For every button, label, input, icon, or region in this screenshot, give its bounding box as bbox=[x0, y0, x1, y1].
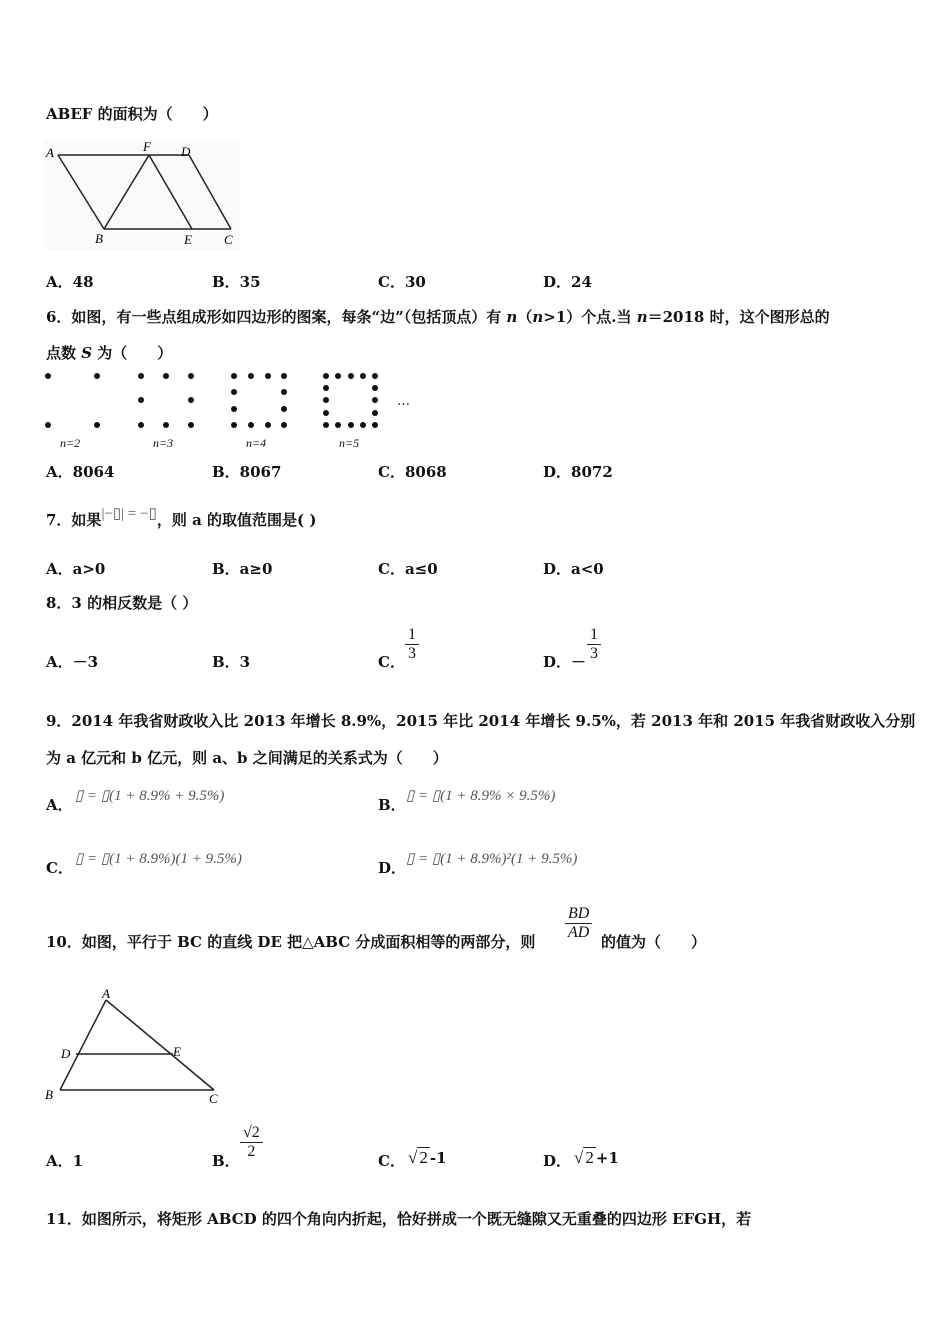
q9-stem-line2: 为 a 亿元和 b 亿元，则 a、b 之间满足的关系式为（ ） bbox=[46, 749, 448, 767]
q7-option-c: C．a≤0 bbox=[378, 560, 438, 578]
q5-label-d: D bbox=[181, 144, 191, 159]
q10-stem-a: 10．如图，平行于 BC 的直线 DE 把△ABC 分成面积相等的两部分，则 bbox=[46, 933, 536, 951]
q11-stem: 11．如图所示，将矩形 ABCD 的四个角向内折起，恰好拼成一个既无缝隙又无重叠的四边形 EFGH，若 bbox=[46, 1210, 752, 1228]
q10-option-b-fraction: $\frac{√2}{2}$ bbox=[240, 1124, 263, 1161]
q8-option-b: B．3 bbox=[212, 653, 251, 671]
q10-stem-fraction: $\frac{BD}{AD}$ bbox=[565, 905, 592, 942]
q6-option-d: D．8072 bbox=[543, 463, 613, 481]
q8-option-d-label: D．－ bbox=[543, 653, 587, 671]
q10-label-b: B bbox=[45, 1087, 53, 1102]
q5-stem: ABEF 的面积为（ ） bbox=[46, 105, 218, 123]
q9-option-d-label: D． bbox=[378, 859, 407, 877]
q9-option-a-formula: ▯ = ▯(1 + 8.9% + 9.5%) bbox=[75, 788, 225, 804]
q10-label-e: E bbox=[173, 1044, 181, 1059]
q9-option-a-label: A． bbox=[46, 796, 73, 814]
q5-label-a: A bbox=[46, 145, 54, 160]
q10-option-b-label: B． bbox=[212, 1152, 240, 1170]
q8-option-c-label: C． bbox=[378, 653, 405, 671]
q9-option-c-formula: ▯ = ▯(1 + 8.9%)(1 + 9.5%) bbox=[75, 851, 242, 867]
q6-option-b: B．8067 bbox=[212, 463, 282, 481]
q10-triangle-figure bbox=[42, 986, 227, 1108]
q5-label-f: F bbox=[143, 140, 151, 154]
q6-stem-line1: 6．如图，有一些点组成形如四边形的图案，每条“边”（包括顶点）有 n（n>1）个点.当 n＝2018 时，这个图形总的 bbox=[46, 308, 830, 326]
q10-option-c-label: C． bbox=[378, 1152, 405, 1170]
q8-stem: 8．3 的相反数是（ ） bbox=[46, 594, 198, 612]
q5-option-d: D．24 bbox=[543, 273, 592, 291]
q6-option-a: A．8064 bbox=[46, 463, 115, 481]
q5-option-a: A．48 bbox=[46, 273, 94, 291]
q5-label-e: E bbox=[184, 232, 192, 247]
q9-option-b-label: B． bbox=[378, 796, 406, 814]
q8-option-c-fraction: $\frac{1}{3}$ bbox=[405, 626, 419, 663]
q9-stem-line1: 9．2014 年我省财政收入比 2013 年增长 8.9%，2015 年比 2014 年增长 9.5%，若 2013 年和 2015 年我省财政收入分别 bbox=[46, 712, 916, 730]
q8-option-a: A．－3 bbox=[46, 653, 99, 671]
q6-label-n3: n=3 bbox=[153, 436, 174, 450]
q6-stem-line2: 点数 S 为（ ） bbox=[46, 344, 173, 362]
q6-ellipsis: … bbox=[397, 394, 410, 409]
q6-dot-pattern-figure bbox=[40, 368, 420, 434]
q7-stem: 7．如果|−▯| = −▯，则 a 的取值范围是( ) bbox=[46, 506, 317, 529]
q9-option-c-label: C． bbox=[46, 859, 73, 877]
q6-label-n5: n=5 bbox=[339, 436, 360, 450]
q7-option-b: B．a≥0 bbox=[212, 560, 273, 578]
q9-option-b-formula: ▯ = ▯(1 + 8.9% × 9.5%) bbox=[406, 788, 556, 804]
q10-option-d-value: √ 2 +1 bbox=[574, 1148, 619, 1167]
q5-option-b: B．35 bbox=[212, 273, 261, 291]
q10-label-a: A bbox=[102, 986, 110, 1001]
q6-label-n4: n=4 bbox=[246, 436, 267, 450]
q10-option-c-value: √ 2 -1 bbox=[408, 1148, 447, 1167]
q5-label-b: B bbox=[95, 231, 103, 246]
q10-option-d-label: D． bbox=[543, 1152, 572, 1170]
q10-stem-b: 的值为（ ） bbox=[601, 933, 707, 951]
q10-label-d: D bbox=[61, 1046, 71, 1061]
q7-formula: |−▯| = −▯ bbox=[101, 506, 157, 522]
q6-label-n2: n=2 bbox=[60, 436, 81, 450]
q5-parallelogram-figure bbox=[44, 140, 240, 250]
q5-option-c: C．30 bbox=[378, 273, 426, 291]
q5-label-c: C bbox=[224, 232, 233, 247]
q8-option-d-fraction: $\frac{1}{3}$ bbox=[587, 626, 601, 663]
q10-option-a: A．1 bbox=[46, 1152, 84, 1170]
q9-option-d-formula: ▯ = ▯(1 + 8.9%)²(1 + 9.5%) bbox=[406, 851, 578, 867]
q6-option-c: C．8068 bbox=[378, 463, 447, 481]
q7-option-a: A．a>0 bbox=[46, 560, 106, 578]
q7-option-d: D．a<0 bbox=[543, 560, 604, 578]
q10-label-c: C bbox=[209, 1091, 218, 1106]
